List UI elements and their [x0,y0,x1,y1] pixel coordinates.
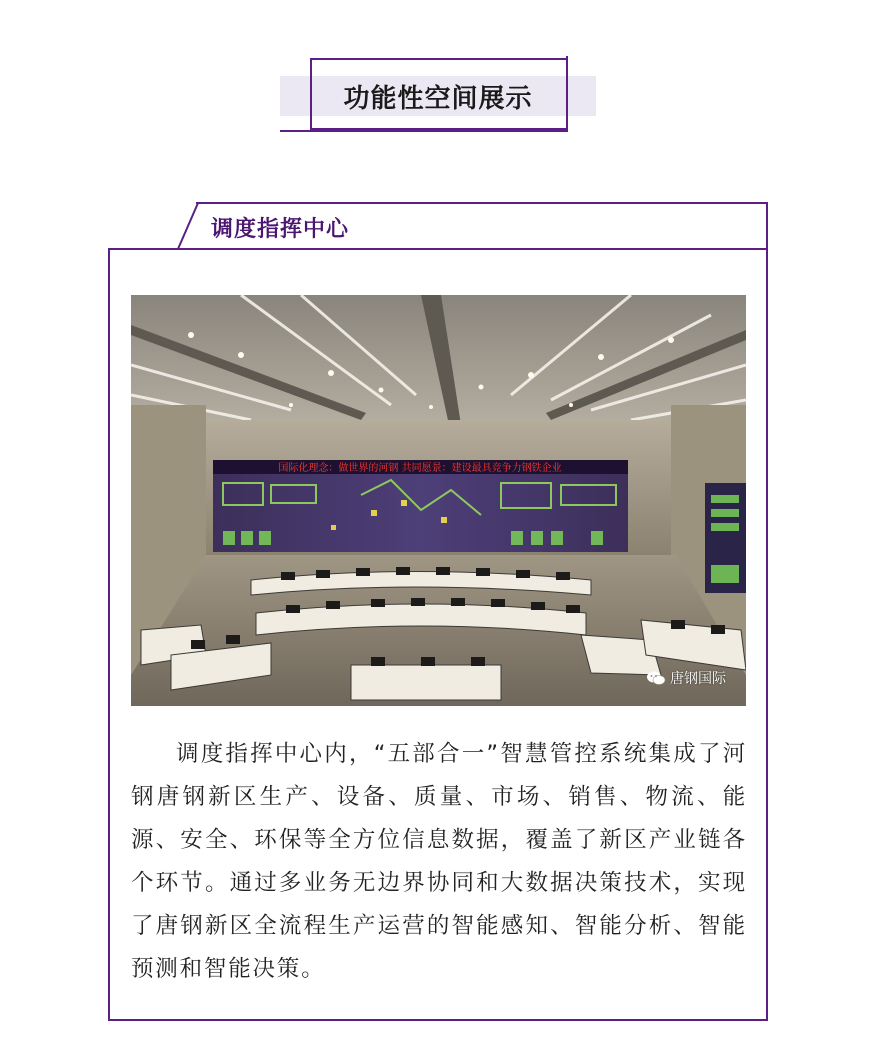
tab-slant-edge [176,202,200,250]
section-heading [280,56,598,136]
tab-underline [178,248,700,250]
section-label: 调度指挥中心 [211,217,350,242]
control-room-photo [131,295,746,706]
photo-watermark [646,668,726,688]
watermark-text: 唐钢国际 [670,671,726,687]
card-corner-line [766,203,768,250]
screen-banner: 国际化理念：做世界的河钢 共同愿景：建设最具竞争力钢铁企业 [278,463,562,474]
wechat-icon [646,670,666,686]
title-underline [280,130,566,132]
section-paragraph: 调度指挥中心内，“五部合一”智慧管控系统集成了河钢唐钢新区生产、设备、质量、市场、销售、物流、能源、安全、环保等全方位信息数据，覆盖了新区产业链各个环节。通过多业务无边界协同和大数据决策技术，实现了唐钢新区全流程生产运营的智能感知、智能分析、智能预测和智能决策。 [131,741,747,982]
page-title: 功能性空间展示 [343,84,533,114]
